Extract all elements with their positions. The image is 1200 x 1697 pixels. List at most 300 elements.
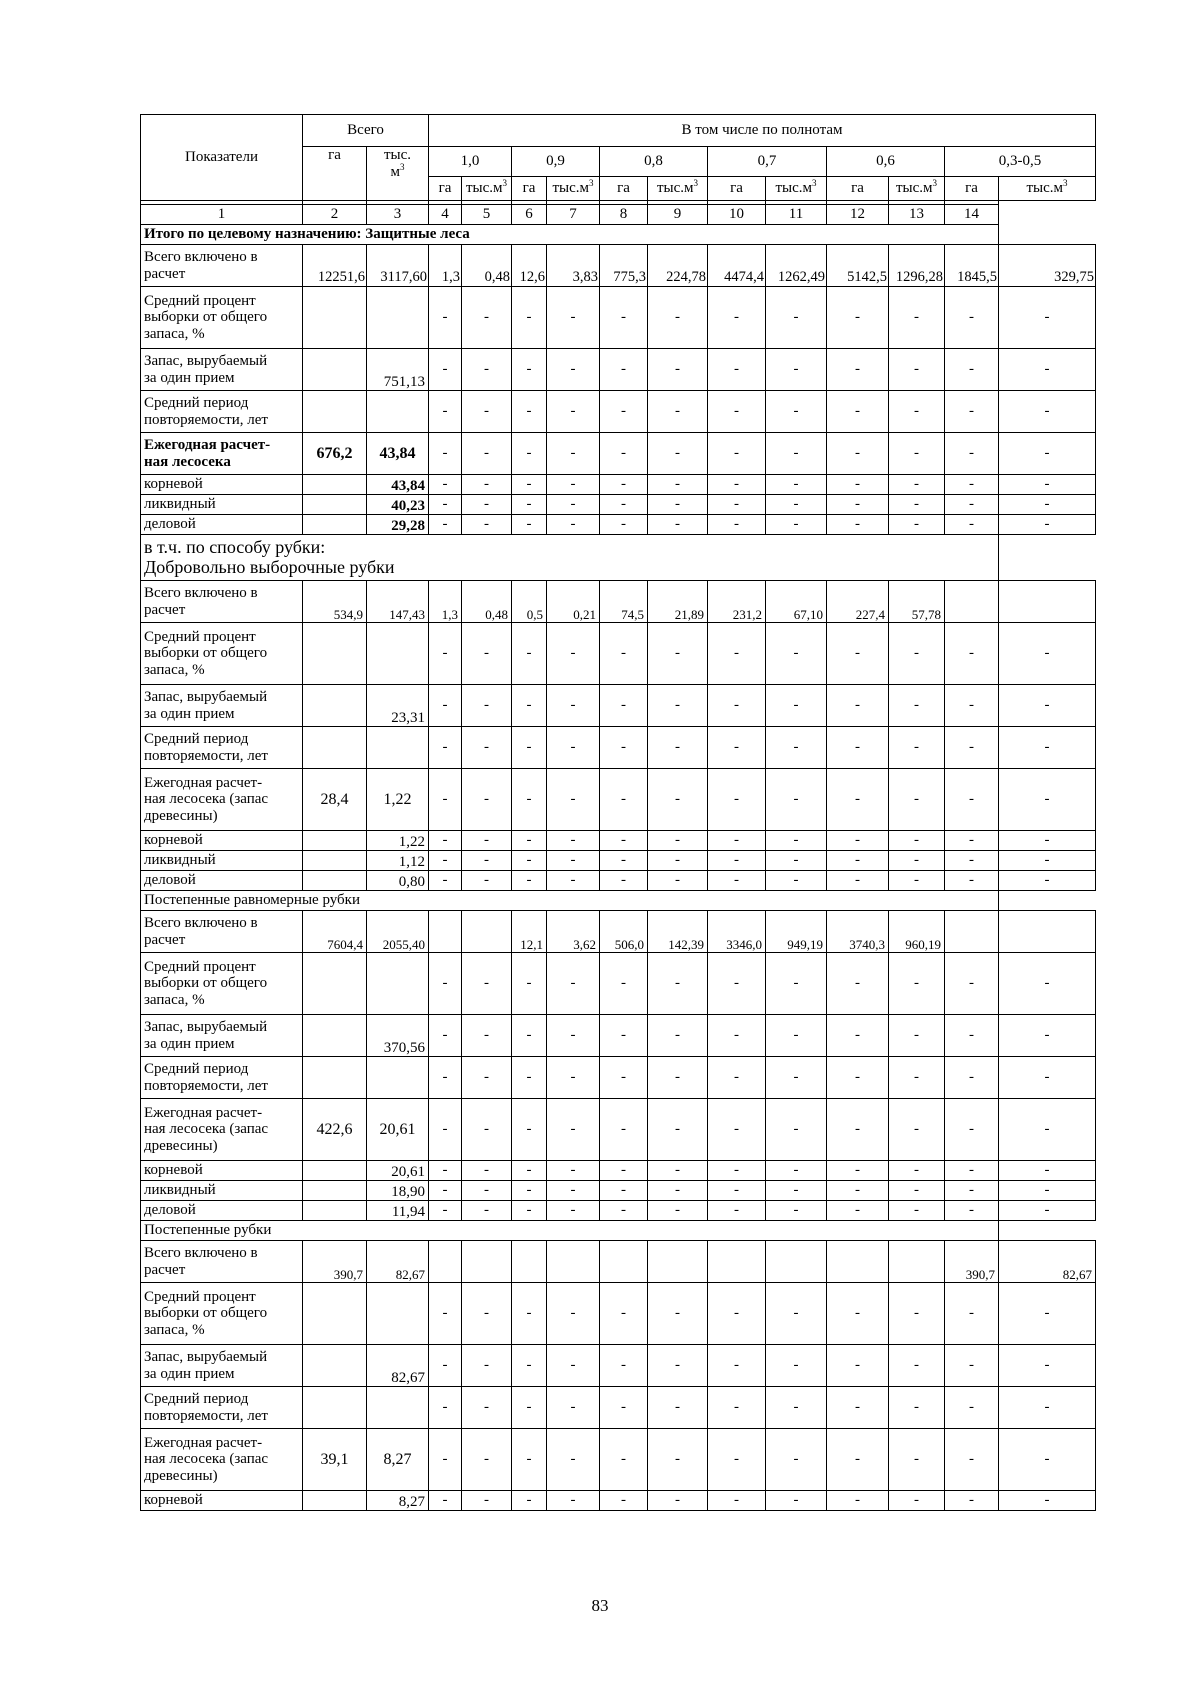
value-cell [303,623,367,685]
dash-cell: - [462,1387,512,1429]
dash-cell: - [600,1345,648,1387]
dash-cell: - [999,727,1096,769]
row-label: Средний процент выборки от общего запаса, % [141,287,303,349]
dash-cell: - [766,1201,827,1221]
table-row [141,1057,1096,1099]
header-sub-ha: га [429,177,462,201]
value-cell: 329,75 [999,245,1096,287]
header-density: 0,3-0,5 [945,147,1096,177]
dash-cell: - [827,871,889,891]
table-row [141,1491,1096,1511]
table-row [141,871,1096,891]
dash-cell: - [827,515,889,535]
value-cell [600,1241,648,1283]
dash-cell: - [766,831,827,851]
value-cell [462,911,512,953]
dash-cell: - [512,1429,547,1491]
dash-cell: - [945,623,999,685]
dash-cell: - [429,1345,462,1387]
dash-cell: - [827,1283,889,1345]
header-by-density: В том числе по полнотам [429,115,1096,147]
dash-cell: - [547,1181,600,1201]
dash-cell: - [827,349,889,391]
value-cell: 534,9 [303,581,367,623]
value-cell [827,1241,889,1283]
dash-cell: - [512,1057,547,1099]
dash-cell: - [462,515,512,535]
dash-cell: - [462,953,512,1015]
section-title: Итого по целевому назначению: Защитные леса [141,225,999,245]
dash-cell: - [999,1345,1096,1387]
dash-cell: - [429,1015,462,1057]
column-number: 3 [367,205,429,225]
value-cell: 7604,4 [303,911,367,953]
value-cell: 4474,4 [708,245,766,287]
value-cell [708,1241,766,1283]
dash-cell: - [648,287,708,349]
table-row [141,1345,1096,1387]
dash-cell: - [547,1387,600,1429]
dash-cell: - [547,623,600,685]
dash-cell: - [462,1429,512,1491]
value-cell: 28,4 [303,769,367,831]
dash-cell: - [945,1345,999,1387]
value-cell: 1296,28 [889,245,945,287]
dash-cell: - [999,685,1096,727]
dash-cell: - [708,1181,766,1201]
dash-cell: - [827,953,889,1015]
dash-cell: - [999,1429,1096,1491]
dash-cell: - [648,1161,708,1181]
header-density: 0,7 [708,147,827,177]
dash-cell: - [648,495,708,515]
dash-cell: - [827,495,889,515]
dash-cell: - [547,433,600,475]
value-cell: 3,62 [547,911,600,953]
table-row [141,287,1096,349]
dash-cell: - [945,1015,999,1057]
value-cell [367,623,429,685]
dash-cell: - [999,1491,1096,1511]
dash-cell: - [999,287,1096,349]
dash-cell: - [648,1283,708,1345]
dash-cell: - [547,851,600,871]
dash-cell: - [945,475,999,495]
row-label: Средний период повторяемости, лет [141,391,303,433]
dash-cell: - [999,769,1096,831]
section-title: в т.ч. по способу рубки: Добровольно выборочные рубки [141,535,999,581]
value-cell: 231,2 [708,581,766,623]
table-row [141,623,1096,685]
table-row [141,851,1096,871]
dash-cell: - [999,831,1096,851]
dash-cell: - [547,1099,600,1161]
value-cell [303,953,367,1015]
dash-cell: - [827,623,889,685]
dash-cell: - [889,391,945,433]
value-cell: 0,48 [462,245,512,287]
dash-cell: - [648,1099,708,1161]
dash-cell: - [708,685,766,727]
dash-cell: - [512,831,547,851]
dash-cell: - [547,495,600,515]
header-sub-ha: га [708,177,766,201]
value-cell: 1262,49 [766,245,827,287]
dash-cell: - [462,1283,512,1345]
section-title: Постепенные рубки [141,1221,999,1241]
dash-cell: - [600,349,648,391]
dash-cell: - [889,349,945,391]
dash-cell: - [766,287,827,349]
column-number: 10 [708,205,766,225]
dash-cell: - [708,1057,766,1099]
dash-cell: - [708,623,766,685]
dash-cell: - [648,1345,708,1387]
value-cell: 751,13 [367,349,429,391]
dash-cell: - [648,475,708,495]
row-label: Средний период повторяемости, лет [141,1387,303,1429]
value-cell [367,1387,429,1429]
column-number: 2 [303,205,367,225]
dash-cell: - [547,475,600,495]
dash-cell: - [766,349,827,391]
dash-cell: - [766,1387,827,1429]
value-cell: 3740,3 [827,911,889,953]
value-cell: 2055,40 [367,911,429,953]
dash-cell: - [889,287,945,349]
dash-cell: - [600,475,648,495]
table-row [141,953,1096,1015]
value-cell: 506,0 [600,911,648,953]
value-cell: 5142,5 [827,245,889,287]
dash-cell: - [889,1429,945,1491]
dash-cell: - [512,769,547,831]
dash-cell: - [600,1015,648,1057]
table-row [141,1015,1096,1057]
dash-cell: - [600,1491,648,1511]
header-sub-vol: $тыс.м^3$ [547,177,600,201]
value-cell: 67,10 [766,581,827,623]
dash-cell: - [827,851,889,871]
value-cell: 949,19 [766,911,827,953]
column-number: 8 [600,205,648,225]
dash-cell: - [708,349,766,391]
dash-cell: - [462,871,512,891]
dash-cell: - [462,831,512,851]
row-label: Ежегодная расчет- ная лесосека [141,433,303,475]
unit-superscript: 3 [1063,178,1068,189]
header-sub-vol: $тыс.м^3$ [999,177,1096,201]
dash-cell: - [766,1491,827,1511]
dash-cell: - [462,349,512,391]
header-ha: га [303,147,367,201]
value-cell [429,1241,462,1283]
row-label: Средний период повторяемости, лет [141,727,303,769]
value-cell: 40,23 [367,495,429,515]
dash-cell: - [429,1201,462,1221]
dash-cell: - [648,1387,708,1429]
dash-cell: - [547,871,600,891]
dash-cell: - [827,1387,889,1429]
row-label: Всего включено в расчет [141,911,303,953]
dash-cell: - [999,1057,1096,1099]
value-cell: 43,84 [367,433,429,475]
value-cell [429,911,462,953]
dash-cell: - [462,391,512,433]
dash-cell: - [547,1345,600,1387]
value-cell: 370,56 [367,1015,429,1057]
dash-cell: - [766,1015,827,1057]
dash-cell: - [512,1161,547,1181]
dash-cell: - [547,1015,600,1057]
dash-cell: - [547,1491,600,1511]
value-cell: 390,7 [303,1241,367,1283]
column-number: 5 [462,205,512,225]
dash-cell: - [600,1283,648,1345]
value-cell: 43,84 [367,475,429,495]
dash-cell: - [766,1099,827,1161]
value-cell: 147,43 [367,581,429,623]
dash-cell: - [648,851,708,871]
value-cell: 20,61 [367,1161,429,1181]
dash-cell: - [512,727,547,769]
dash-cell: - [945,495,999,515]
dash-cell: - [462,851,512,871]
value-cell [303,1201,367,1221]
table-row [141,581,1096,623]
dash-cell: - [600,831,648,851]
value-cell [303,349,367,391]
dash-cell: - [429,287,462,349]
dash-cell: - [999,1161,1096,1181]
header-sub-ha: га [945,177,999,201]
dash-cell: - [889,831,945,851]
value-cell [303,1387,367,1429]
dash-cell: - [827,1491,889,1511]
header-row [141,115,1096,147]
dash-cell: - [766,1429,827,1491]
value-cell: 960,19 [889,911,945,953]
dash-cell: - [462,495,512,515]
dash-cell: - [708,1345,766,1387]
dash-cell: - [708,1099,766,1161]
dash-cell: - [512,495,547,515]
header-total: Всего [303,115,429,147]
value-cell: 0,80 [367,871,429,891]
dash-cell: - [547,769,600,831]
table-row [141,1387,1096,1429]
table-row [141,1201,1096,1221]
section-title-row [141,891,1096,911]
dash-cell: - [512,623,547,685]
dash-cell: - [999,623,1096,685]
dash-cell: - [945,727,999,769]
dash-cell: - [512,349,547,391]
table-row [141,1283,1096,1345]
dash-cell: - [429,1491,462,1511]
section-title-row [141,535,1096,581]
value-cell [945,911,999,953]
dash-cell: - [766,1161,827,1181]
dash-cell: - [999,1201,1096,1221]
dash-cell: - [600,685,648,727]
dash-cell: - [512,391,547,433]
dash-cell: - [648,1491,708,1511]
dash-cell: - [766,623,827,685]
value-cell [303,1181,367,1201]
dash-cell: - [999,871,1096,891]
row-label: Запас, вырубаемый за один прием [141,349,303,391]
dash-cell: - [462,287,512,349]
dash-cell: - [512,851,547,871]
value-cell [367,391,429,433]
row-label: Средний процент выборки от общего запаса, % [141,623,303,685]
dash-cell: - [462,769,512,831]
dash-cell: - [708,953,766,1015]
value-cell: 18,90 [367,1181,429,1201]
value-cell: 74,5 [600,581,648,623]
column-number: 1 [141,205,303,225]
forest-data-table [140,114,1096,1511]
section-title-row [141,225,1096,245]
dash-cell: - [999,349,1096,391]
dash-cell: - [766,515,827,535]
dash-cell: - [648,391,708,433]
value-cell [367,953,429,1015]
value-cell [766,1241,827,1283]
dash-cell: - [766,391,827,433]
dash-cell: - [827,769,889,831]
dash-cell: - [766,871,827,891]
row-label: Средний процент выборки от общего запаса, % [141,953,303,1015]
dash-cell: - [648,1181,708,1201]
column-number: 7 [547,205,600,225]
header-sub-vol: $тыс.м^3$ [648,177,708,201]
table-row [141,475,1096,495]
value-cell [303,1161,367,1181]
value-cell [303,1491,367,1511]
value-cell [303,1283,367,1345]
dash-cell: - [999,851,1096,871]
dash-cell: - [945,1057,999,1099]
dash-cell: - [889,871,945,891]
value-cell: 23,31 [367,685,429,727]
value-cell: 3346,0 [708,911,766,953]
dash-cell: - [945,1387,999,1429]
table-row [141,769,1096,831]
dash-cell: - [547,349,600,391]
dash-cell: - [512,1387,547,1429]
dash-cell: - [429,1429,462,1491]
dash-cell: - [600,495,648,515]
value-cell: 8,27 [367,1429,429,1491]
dash-cell: - [999,391,1096,433]
value-cell [945,581,999,623]
value-cell [303,871,367,891]
page-number: 83 [591,1596,609,1615]
header-sub-ha: га [512,177,547,201]
dash-cell: - [827,1345,889,1387]
dash-cell: - [547,391,600,433]
dash-cell: - [512,475,547,495]
dash-cell: - [429,1057,462,1099]
row-label: Всего включено в расчет [141,1241,303,1283]
table-row [141,349,1096,391]
value-cell: 1,22 [367,831,429,851]
dash-cell: - [945,1099,999,1161]
unit-superscript: 3 [589,178,594,189]
row-label: Ежегодная расчет- ная лесосека (запас древесины) [141,769,303,831]
dash-cell: - [429,515,462,535]
dash-cell: - [889,851,945,871]
unit-superscript: 3 [812,178,817,189]
dash-cell: - [889,1161,945,1181]
row-label: Ежегодная расчет- ная лесосека (запас древесины) [141,1099,303,1161]
dash-cell: - [708,1387,766,1429]
header-density: 1,0 [429,147,512,177]
dash-cell: - [999,475,1096,495]
table-row [141,1099,1096,1161]
dash-cell: - [600,1429,648,1491]
value-cell [648,1241,708,1283]
value-cell: 3117,60 [367,245,429,287]
dash-cell: - [889,1387,945,1429]
dash-cell: - [999,1015,1096,1057]
dash-cell: - [945,831,999,851]
dash-cell: - [600,727,648,769]
dash-cell: - [945,349,999,391]
column-number: 6 [512,205,547,225]
header-sub-vol: $тыс.м^3$ [889,177,945,201]
dash-cell: - [708,769,766,831]
value-cell: 12,6 [512,245,547,287]
dash-cell: - [512,685,547,727]
value-cell [303,495,367,515]
value-cell [303,475,367,495]
value-cell [303,515,367,535]
dash-cell: - [708,727,766,769]
dash-cell: - [827,1161,889,1181]
value-cell: 21,89 [648,581,708,623]
dash-cell: - [827,727,889,769]
table-row [141,495,1096,515]
value-cell [303,287,367,349]
dash-cell: - [547,685,600,727]
dash-cell: - [648,433,708,475]
dash-cell: - [512,1099,547,1161]
column-number: 12 [827,205,889,225]
value-cell: 82,67 [999,1241,1096,1283]
dash-cell: - [600,391,648,433]
dash-cell: - [708,1283,766,1345]
dash-cell: - [708,1491,766,1511]
dash-cell: - [708,871,766,891]
dash-cell: - [512,953,547,1015]
dash-cell: - [708,515,766,535]
table-row [141,515,1096,535]
dash-cell: - [889,475,945,495]
dash-cell: - [429,953,462,1015]
table-row [141,1241,1096,1283]
value-cell [547,1241,600,1283]
dash-cell: - [648,1201,708,1221]
value-cell [999,911,1096,953]
column-number: 9 [648,205,708,225]
dash-cell: - [648,1015,708,1057]
dash-cell: - [827,1057,889,1099]
dash-cell: - [429,1099,462,1161]
dash-cell: - [827,1429,889,1491]
